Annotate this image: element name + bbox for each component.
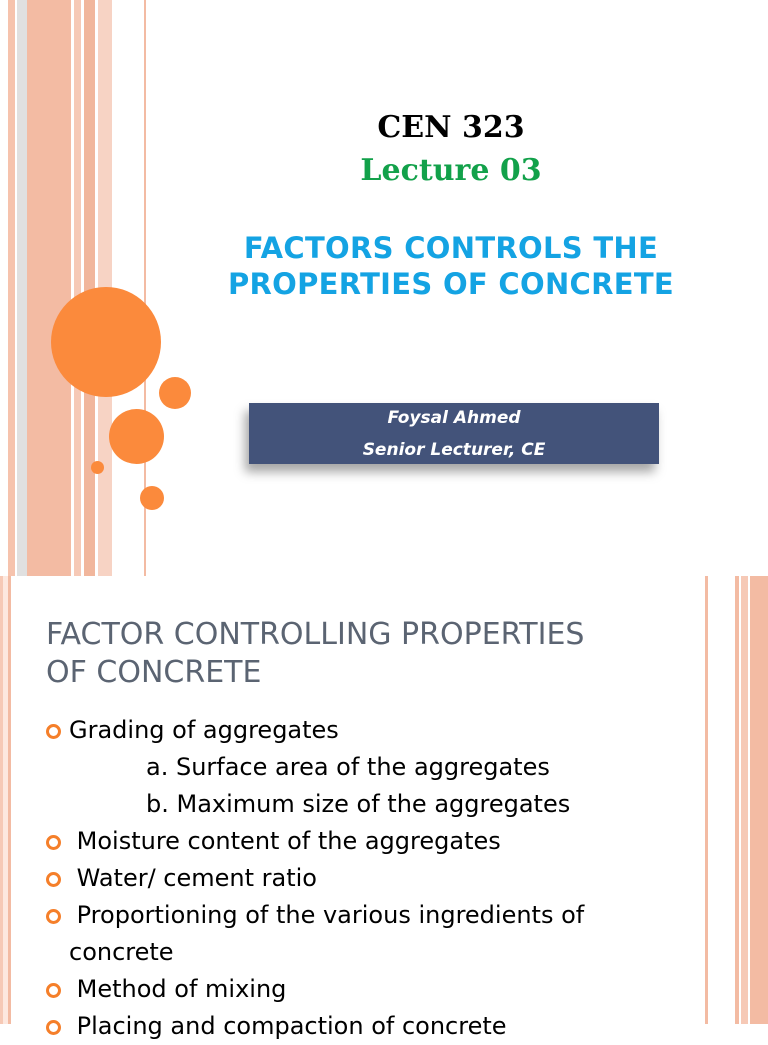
orange-circle-medium [159,377,191,409]
topic-line-1: FACTORS CONTROLS THE [243,231,659,265]
circle-outline-icon [46,909,61,924]
list-item-text: Grading of aggregates [69,716,339,744]
author-title: Senior Lecturer, CE [362,440,546,460]
circle-outline-icon [46,872,61,887]
circle-outline-icon [46,983,61,998]
left-stripe-band [27,0,71,576]
lecture-number: Lecture 03 [360,153,542,188]
author-box [249,403,659,464]
list-item [46,897,726,971]
list-item-text: Moisture content of the aggregates [69,827,501,855]
list-item [46,712,726,749]
orange-circle-medium [109,409,164,464]
list-subitem [46,749,726,786]
author-name: Foysal Ahmed [387,408,521,428]
factor-list [46,712,726,1045]
circle-outline-icon [46,835,61,850]
course-code: CEN 323 [377,110,525,145]
list-item-text: Method of mixing [69,975,287,1003]
left-edge-stripe [8,576,11,1024]
circle-outline-icon [46,724,61,739]
list-subitem [46,786,726,823]
left-stripe-band [74,0,81,576]
list-item-text: Placing and compaction of concrete [69,1012,507,1040]
list-item [46,823,726,860]
slide-title-heading [46,616,706,692]
right-stripe-band [741,576,748,1024]
list-item [46,1008,726,1045]
left-stripe-band [8,0,15,576]
orange-circle-large [51,287,161,397]
orange-circle-small [91,461,104,474]
topic-line-2: PROPERTIES OF CONCRETE [227,267,675,301]
title-line-1: FACTOR CONTROLLING PROPERTIES [46,617,585,652]
right-stripe-band [750,576,768,1024]
orange-circle-small [140,486,164,510]
left-stripe-band [17,0,27,576]
circle-outline-icon [46,1020,61,1035]
list-item-text: a. Surface area of the aggregates [146,753,550,781]
list-item-text: Water/ cement ratio [69,864,317,892]
list-item [46,971,726,1008]
lecture-topic [150,230,752,302]
list-item-text-continued: concrete [69,938,174,966]
list-item-text: b. Maximum size of the aggregates [146,790,571,818]
title-line-2: OF CONCRETE [46,655,262,690]
list-item-text: Proportioning of the various ingredients of [69,901,585,929]
list-item [46,860,726,897]
